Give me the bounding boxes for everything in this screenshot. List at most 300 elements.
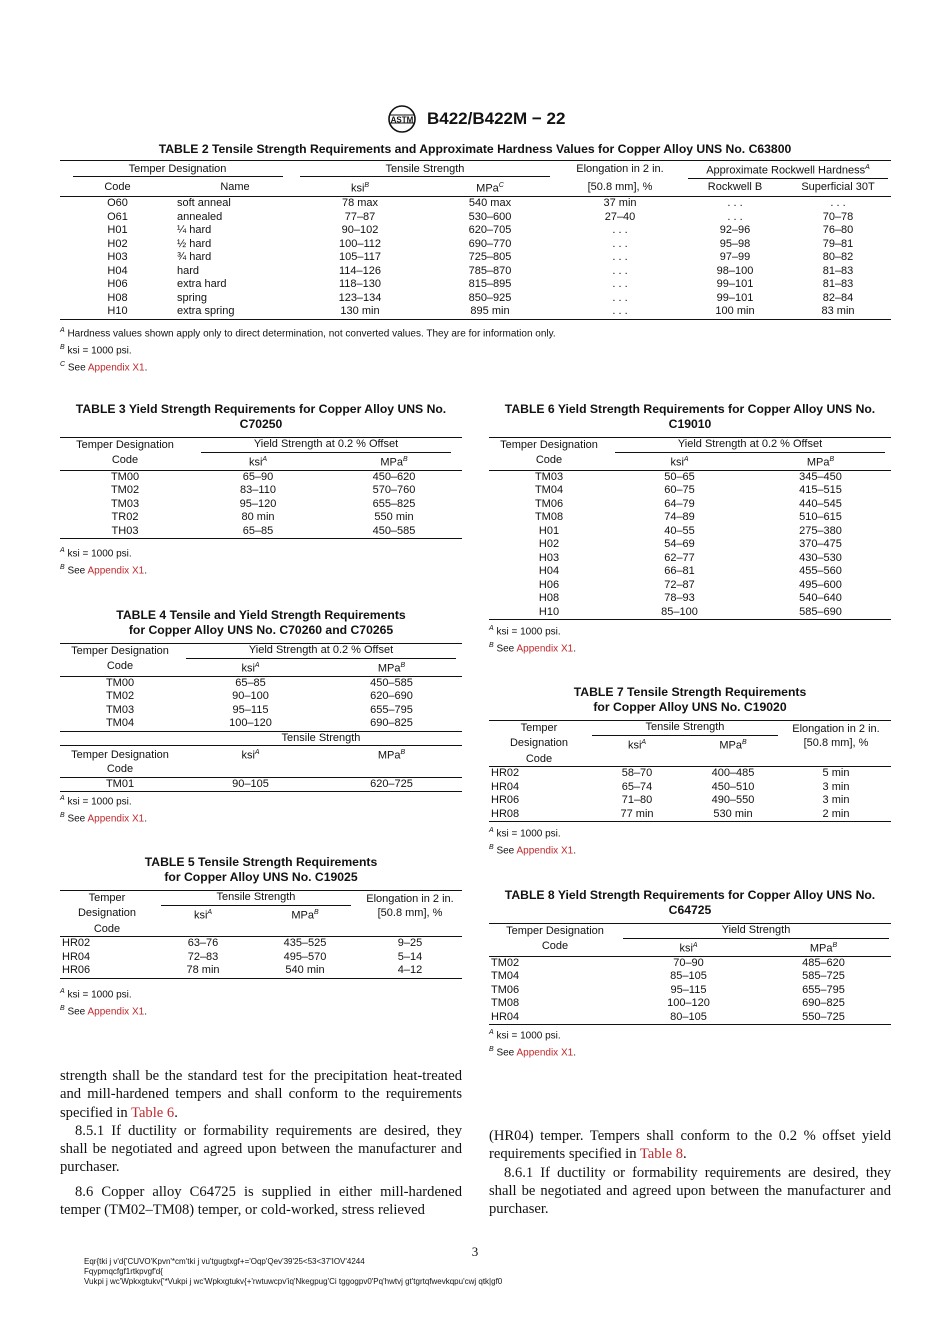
table8-fn-b: $^B$ See Appendix X1. [489, 1045, 576, 1059]
table-cell: 3 min [822, 794, 850, 807]
table-cell: 62–77 [664, 551, 695, 564]
table8-h-ksi: ksi$^A$ [679, 941, 698, 955]
table-cell: . . . [612, 251, 628, 264]
table-cell: 37 min [603, 197, 637, 210]
table-cell: 58–70 [621, 767, 653, 780]
table-row [489, 592, 891, 606]
table-cell: 83 min [821, 305, 855, 318]
table-row [489, 498, 891, 512]
table4-h-mpa: MPa$^B$ [377, 661, 406, 675]
table-cell: 50–65 [664, 470, 695, 483]
table4-h-code: Code [106, 660, 134, 673]
table-cell: 95–115 [232, 703, 269, 716]
table3-h-yield: Yield Strength at 0.2 % Offset [201, 438, 451, 453]
table-cell: 620–705 [468, 224, 512, 237]
table6-fn-a: $^A$ ksi = 1000 psi. [489, 625, 561, 638]
table-row [489, 794, 891, 808]
appendix-x1-link[interactable]: Appendix X1 [87, 361, 145, 373]
table-cell: 40–55 [664, 524, 695, 537]
table-cell: 100 min [715, 305, 755, 318]
table-cell: . . . [612, 291, 628, 304]
table2-h-name: Name [220, 180, 250, 193]
table-row [60, 484, 462, 498]
table8-h-code: Code [541, 940, 569, 953]
table-cell: H04 [107, 264, 128, 277]
table-cell: 490–550 [711, 794, 755, 807]
table-cell: 550 min [374, 511, 414, 524]
table-cell: 74–89 [664, 511, 695, 524]
table4 [60, 643, 462, 792]
appendix-x1-link[interactable]: Appendix X1 [516, 643, 574, 655]
astm-logo-icon [385, 104, 419, 134]
table-cell: O60 [107, 197, 128, 210]
table-row [60, 525, 462, 539]
table2-h-temper: Temper Designation [73, 163, 283, 178]
table7-caption: TABLE 7 Tensile Strength Requirements for Copper Alloy UNS No. C19020 [573, 685, 807, 714]
table-row [60, 498, 462, 512]
table-cell: 5–14 [397, 950, 423, 963]
table-cell: H02 [107, 237, 128, 250]
table-cell: 785–870 [468, 264, 512, 277]
table6-h-yield: Yield Strength at 0.2 % Offset [615, 438, 885, 453]
table-cell: 85–105 [670, 970, 707, 983]
paragraph-8-6-cont: (HR04) temper. Tempers shall conform to the 0.2 % offset yield requirements specified in Table 8. [489, 1128, 891, 1163]
table-cell: 80–105 [670, 1010, 707, 1023]
table7 [489, 720, 891, 822]
table-cell: 130 min [340, 305, 380, 318]
table-cell: 530 min [713, 807, 753, 820]
table-cell: 95–115 [670, 983, 707, 996]
table6-h-code: Code [535, 454, 563, 467]
table-cell: 99–101 [716, 291, 754, 304]
table6-body [489, 470, 891, 620]
table2-fn-b: $^B$ ksi = 1000 psi. [60, 343, 132, 357]
table2 [60, 160, 891, 320]
table-cell: 815–895 [468, 278, 512, 291]
footer-line-3: Vukpi j wc'Wpkxgtukv{'*Vukpi j wc'Wpkxgtukv{+'rwtuwcpv'iq'Nkegpug'Ci tggogpv0'Pq'hwtvj gt'tgrtqfwevkqpu'cwj qtk|gf0 [84, 1277, 503, 1286]
table-cell: ¾ hard [177, 251, 212, 264]
table7-h-code: Code [525, 752, 553, 765]
table-cell: 450–620 [372, 470, 416, 483]
table3-h-mpa: MPa$^B$ [380, 455, 408, 469]
table4-h-ksi2: ksi$^A$ [241, 749, 260, 762]
paragraph-8-5-1: 8.5.1 If ductility or formability requirements are desired, they shall be negotiated and agreed upon between the manufacturer and purchaser. [60, 1122, 462, 1176]
table-cell: 850–925 [468, 291, 512, 304]
table-cell: TM06 [534, 497, 564, 510]
table-cell: TM08 [491, 997, 520, 1010]
table-cell: . . . [612, 237, 628, 250]
table2-h-ksi: ksi$^B$ [350, 182, 370, 195]
table-cell: 620–725 [370, 777, 413, 790]
table-cell: spring [177, 291, 207, 304]
table-cell: TM03 [534, 470, 564, 483]
table3-fn-b: $^B$ See Appendix X1. [60, 563, 147, 577]
table-cell: 655–795 [802, 983, 845, 996]
table-cell: 78 max [341, 197, 379, 210]
table-cell: . . . [830, 197, 846, 210]
table4-h-yield: Yield Strength at 0.2 % Offset [186, 644, 456, 659]
table-cell: . . . [612, 264, 628, 277]
table-cell: 78 min [186, 964, 220, 977]
table-cell: 540–640 [799, 592, 842, 605]
table-cell: 100–120 [667, 997, 710, 1010]
table-cell: H08 [107, 291, 128, 304]
table8-fn-a: $^A$ ksi = 1000 psi. [489, 1029, 561, 1042]
table-cell: 5 min [822, 767, 850, 780]
table8-h-mpa: MPa$^B$ [809, 941, 838, 955]
table7-h-tensile: Tensile Strength [592, 721, 778, 736]
table-row [489, 565, 891, 579]
table-cell: 95–120 [239, 497, 277, 510]
table-row [489, 997, 891, 1011]
table-cell: 82–84 [822, 291, 854, 304]
table5-caption: TABLE 5 Tensile Strength Requirements for Copper Alloy UNS No. C19025 [144, 855, 378, 884]
table4-h-ksi: ksi$^A$ [241, 661, 260, 675]
table-cell: H03 [538, 551, 560, 564]
table-row [489, 511, 891, 525]
table-row [60, 964, 462, 978]
table-cell: TM04 [491, 970, 520, 983]
table-cell: 275–380 [799, 524, 842, 537]
table-cell: TM02 [491, 956, 520, 969]
table-row [60, 292, 891, 306]
table8-h-temper: Temper Designation [506, 924, 604, 937]
table-row [489, 970, 891, 984]
svg-text:ASTM: ASTM [390, 115, 413, 125]
table4-h-tensile: Tensile Strength [180, 731, 462, 746]
table-cell: 620–690 [370, 690, 413, 703]
table-cell: 4–12 [397, 964, 423, 977]
table6-fn-b: $^B$ See Appendix X1. [489, 641, 576, 655]
table2-h-elong2: [50.8 mm], % [587, 180, 653, 193]
table5-fn-b: $^B$ See Appendix X1. [60, 1004, 147, 1018]
table-row [489, 781, 891, 795]
table-row [60, 197, 891, 211]
table-cell: 495–600 [799, 578, 842, 591]
table-cell: 100–120 [229, 717, 272, 730]
table-cell: 60–75 [664, 484, 695, 497]
table-row [489, 470, 891, 484]
table-row [60, 265, 891, 279]
table-cell: . . . [612, 224, 628, 237]
table7-footnotes [489, 824, 576, 858]
table7-h-mpa: MPa$^B$ [719, 738, 747, 752]
table5-h-temper2: Designation [77, 907, 137, 920]
table4-h-mpa2: MPa$^B$ [377, 749, 406, 762]
table-cell: 570–760 [372, 484, 416, 497]
table-cell: TM04 [105, 717, 135, 730]
table-row [489, 525, 891, 539]
body-left-column [60, 1067, 462, 1219]
table6-h-mpa: MPa$^B$ [806, 455, 835, 469]
table-row [60, 704, 462, 718]
table-cell: 92–96 [719, 224, 751, 237]
table-cell: 510–615 [799, 511, 842, 524]
table-row [489, 579, 891, 593]
table-cell: 690–825 [370, 717, 413, 730]
table-cell: 895 min [470, 305, 510, 318]
table3-body [60, 470, 462, 539]
table-row [489, 984, 891, 998]
table-cell: H04 [538, 565, 560, 578]
table-cell: 114–126 [338, 264, 381, 277]
appendix-x1-link[interactable]: Appendix X1 [87, 1006, 145, 1018]
table-cell: . . . [727, 197, 743, 210]
table6 [489, 437, 891, 620]
table-row [60, 305, 891, 319]
table-cell: TM06 [491, 983, 520, 996]
table-row [489, 1011, 891, 1025]
page-number: 3 [471, 1244, 479, 1259]
table-cell: 540 max [468, 197, 512, 210]
table-cell: HR02 [62, 937, 91, 950]
table-row [60, 211, 891, 225]
table-cell: HR08 [491, 807, 520, 820]
table-row [60, 511, 462, 525]
table-row [60, 717, 462, 731]
table-cell: HR02 [491, 767, 520, 780]
table-cell: 655–795 [370, 703, 413, 716]
table-cell: TH03 [111, 524, 139, 537]
table-cell: 90–105 [232, 777, 269, 790]
table-cell: 455–560 [799, 565, 842, 578]
table-cell: H10 [107, 305, 128, 318]
table-row [60, 238, 891, 252]
table-cell: HR04 [62, 950, 91, 963]
table5-h-elong: Elongation in 2 in. [50.8 mm], % [366, 893, 454, 919]
table-cell: 70–78 [822, 210, 854, 223]
table-cell: TM03 [105, 703, 135, 716]
table-cell: 450–510 [711, 780, 755, 793]
table8-footnotes [489, 1026, 576, 1060]
table4-caption: TABLE 4 Tensile and Yield Strength Requirements for Copper Alloy UNS No. C70260 and C70265 [116, 608, 406, 637]
table-row [60, 676, 462, 690]
table-cell: 585–725 [802, 970, 845, 983]
table7-body [489, 767, 891, 822]
table-cell: TM02 [110, 484, 140, 497]
table2-body [60, 197, 891, 320]
table-cell: 27–40 [604, 210, 636, 223]
table2-footnotes [60, 324, 556, 374]
table2-h-elong1: Elongation in 2 in. [576, 163, 664, 176]
table-cell: 66–81 [664, 565, 695, 578]
table-cell: 72–83 [187, 950, 219, 963]
table7-h-temper1: Temper [520, 721, 558, 734]
paragraph-8-6-1: 8.6.1 If ductility or formability requirements are desired, they shall be negotiated and agreed upon between the manufacturer and purchaser. [489, 1164, 891, 1218]
table-cell: H06 [107, 278, 128, 291]
paragraph-8-5-cont: strength shall be the standard test for the precipitation heat-treated and mill-hardened tempers and shall conform to the requirements specified in Table 6. [60, 1068, 462, 1121]
table7-fn-a: $^A$ ksi = 1000 psi. [489, 827, 561, 840]
table-cell: 440–545 [799, 497, 842, 510]
table-cell: 76–80 [822, 224, 854, 237]
table-cell: 690–825 [802, 997, 845, 1010]
table-cell: O61 [107, 210, 128, 223]
table-row [60, 470, 462, 484]
table-cell: 99–101 [716, 278, 754, 291]
table-cell: 83–110 [240, 484, 276, 497]
table-cell: . . . [612, 305, 628, 318]
table-row [489, 956, 891, 970]
table-row [489, 606, 891, 620]
table-cell: HR06 [491, 794, 520, 807]
standard-designation: B422/B422M − 22 [427, 109, 566, 128]
table-row [60, 278, 891, 292]
table-cell: H03 [107, 251, 128, 264]
table-cell: . . . [612, 278, 628, 291]
table-cell: 95–98 [719, 237, 751, 250]
appendix-x1-link[interactable]: Appendix X1 [516, 1047, 574, 1059]
table2-h-sup30t: Superficial 30T [801, 180, 875, 193]
table-cell: TM00 [105, 676, 135, 689]
appendix-x1-link[interactable]: Appendix X1 [516, 845, 574, 857]
table-cell: H01 [538, 524, 560, 537]
table-cell: 85–100 [661, 605, 698, 618]
table-cell: 90–100 [232, 690, 269, 703]
table7-h-ksi: ksi$^A$ [627, 738, 647, 752]
table-cell: 77–87 [344, 210, 376, 223]
table-cell: H06 [538, 578, 560, 591]
table-cell: 123–134 [338, 291, 382, 304]
table-cell: 80 min [241, 511, 275, 524]
table-row [60, 690, 462, 704]
table-cell: 77 min [620, 807, 654, 820]
table4-h-code2: Code [106, 763, 134, 776]
table6-h-ksi: ksi$^A$ [670, 455, 689, 469]
table-row [60, 224, 891, 238]
table3 [60, 437, 462, 539]
appendix-x1-link[interactable]: Appendix X1 [87, 565, 145, 577]
table-cell: extra spring [177, 305, 235, 318]
table-cell: 65–85 [235, 676, 266, 689]
table-cell: TM00 [110, 470, 140, 483]
table-cell: TM04 [534, 484, 564, 497]
footer-line-1: Eqr{tki j v'd{'CUVO'Kpvn'*cm'tki j vu'tgugtxgf+='Oqp'Qev'39'25<53<37'IOV'4244 [84, 1257, 365, 1266]
table-cell: 54–69 [664, 538, 695, 551]
table-cell: 81–83 [822, 278, 854, 291]
table8-caption: TABLE 8 Yield Strength Requirements for Copper Alloy UNS No. C64725 [504, 888, 876, 917]
table-row [489, 767, 891, 781]
table-cell: TM03 [110, 497, 140, 510]
table-cell: 655–825 [372, 497, 416, 510]
table6-link[interactable]: Table 6 [131, 1104, 175, 1121]
table5-h-tensile: Tensile Strength [161, 891, 351, 906]
table-cell: 435–525 [283, 937, 327, 950]
table-cell: 585–690 [799, 605, 842, 618]
table2-h-mpa: MPa$^C$ [476, 182, 504, 195]
table7-h-temper2: Designation [509, 737, 569, 750]
table5-body [60, 937, 462, 979]
table-cell: 97–99 [719, 251, 751, 264]
document-header [0, 104, 950, 134]
table-cell: 9–25 [397, 937, 423, 950]
table-cell: . . . [727, 210, 743, 223]
table5 [60, 890, 462, 979]
table4-body2 [60, 777, 462, 792]
table-row [60, 251, 891, 265]
table3-fn-a: $^A$ ksi = 1000 psi. [60, 547, 132, 560]
table-cell: 64–79 [664, 497, 695, 510]
table3-h-ksi: ksi$^A$ [248, 455, 268, 469]
table-cell: 400–485 [711, 767, 755, 780]
table-cell: 550–725 [802, 1010, 845, 1023]
table-cell: ¼ hard [177, 224, 212, 237]
table4-h-temper2: Temper Designation [71, 748, 169, 761]
table-cell: 105–117 [338, 251, 381, 264]
table-cell: 485–620 [802, 956, 845, 969]
table-cell: extra hard [177, 278, 227, 291]
body-right-column [489, 1127, 891, 1218]
table-row [60, 951, 462, 965]
table-cell: 71–80 [621, 794, 653, 807]
table2-h-hardness: Approximate Rockwell Hardness$^A$ [688, 161, 888, 179]
table-cell: 530–600 [468, 210, 512, 223]
table-row [60, 777, 462, 792]
table-cell: 370–475 [799, 538, 842, 551]
table-cell: 78–93 [664, 592, 695, 605]
table2-fn-c: $^C$ See Appendix X1. [60, 360, 148, 373]
table-cell: 98–100 [716, 264, 754, 277]
table-cell: 430–530 [799, 551, 842, 564]
table-cell: HR06 [62, 964, 91, 977]
table-cell: 415–515 [799, 484, 842, 497]
table8-h-yield: Yield Strength [623, 924, 889, 939]
table5-h-ksi: ksi$^A$ [193, 908, 213, 922]
table-cell: 3 min [822, 780, 850, 793]
table5-footnotes [60, 985, 147, 1019]
table-row [489, 552, 891, 566]
table-cell: 63–76 [187, 937, 219, 950]
table2-h-rockb: Rockwell B [707, 180, 763, 193]
table-cell: 65–85 [242, 524, 274, 537]
table2-caption: TABLE 2 Tensile Strength Requirements and Approximate Hardness Values for Copper Alloy UNS No. C63800 [158, 142, 792, 156]
table5-h-temper1: Temper [88, 891, 126, 904]
table-cell: 72–87 [664, 578, 695, 591]
table3-h-code: Code [111, 454, 139, 467]
table8 [489, 923, 891, 1025]
table6-footnotes [489, 622, 576, 656]
table-cell: soft anneal [177, 197, 231, 210]
table-cell: 540 min [285, 964, 325, 977]
table4-fn-b: $^B$ See Appendix X1. [60, 811, 147, 825]
table-row [489, 808, 891, 822]
license-footer [84, 1257, 884, 1287]
table7-fn-b: $^B$ See Appendix X1. [489, 843, 576, 857]
table5-h-mpa: MPa$^B$ [291, 908, 319, 922]
table-cell: HR04 [491, 780, 520, 793]
table-cell: 2 min [822, 807, 850, 820]
footer-line-2: Fqypmqcfgf1rtkpvgf'd{ [84, 1267, 163, 1276]
table-cell: TM08 [534, 511, 564, 524]
table4-h-temper: Temper Designation [71, 644, 169, 657]
table-row [489, 484, 891, 498]
table-cell: 65–74 [621, 780, 653, 793]
table6-h-temper: Temper Designation [500, 438, 598, 451]
table8-link[interactable]: Table 8 [639, 1146, 684, 1163]
table-cell: H02 [538, 538, 560, 551]
table-cell: 80–82 [822, 251, 854, 264]
table-cell: 450–585 [370, 676, 413, 689]
appendix-x1-link[interactable]: Appendix X1 [87, 813, 145, 825]
table2-h-tensile: Tensile Strength [300, 163, 550, 178]
table-cell: HR04 [491, 1010, 520, 1023]
table-row [489, 538, 891, 552]
table-cell: 70–90 [673, 956, 704, 969]
table-cell: 495–570 [283, 950, 327, 963]
table7-h-elong: Elongation in 2 in. [50.8 mm], % [792, 723, 880, 749]
table2-h-code: Code [104, 180, 131, 193]
table-cell: 725–805 [468, 251, 512, 264]
table-cell: 79–81 [822, 237, 854, 250]
